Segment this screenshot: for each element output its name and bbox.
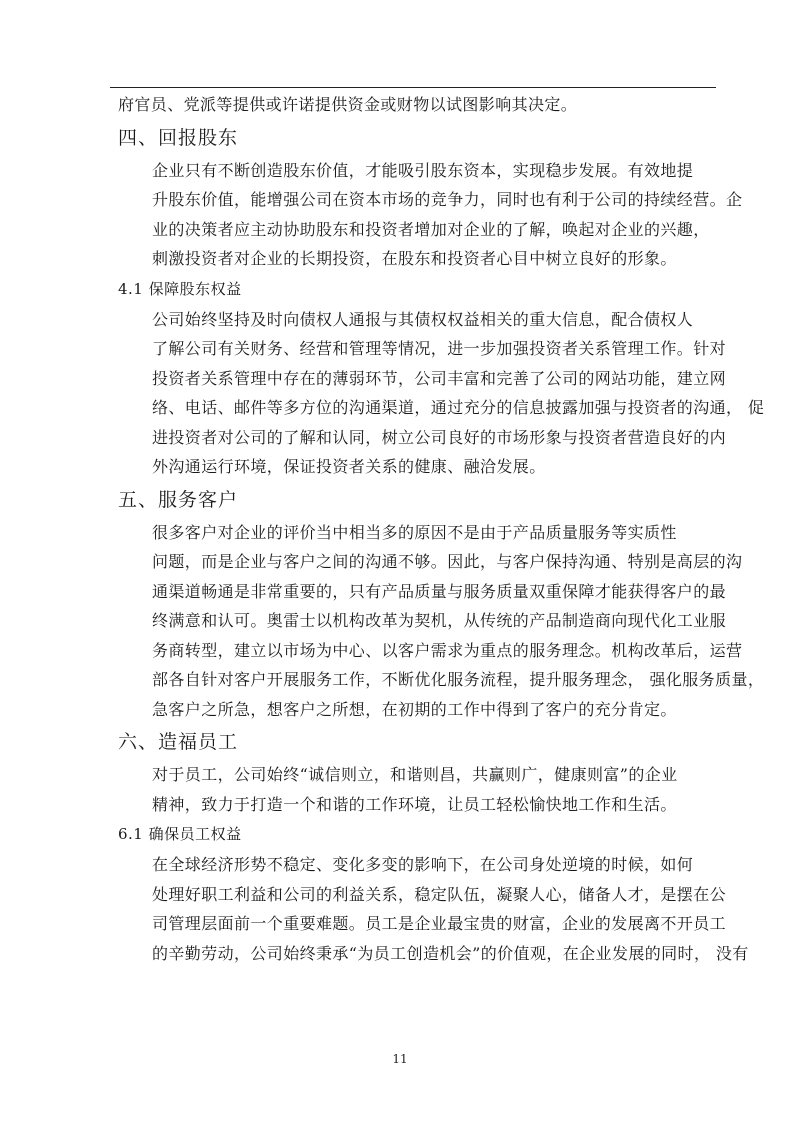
section-heading: 五、服务客户 [118, 488, 239, 511]
paragraph [118, 90, 688, 120]
text-line: 投资者关系管理中存在的薄弱环节，公司丰富和完善了公司的网站功能，建立网 [152, 368, 727, 388]
paragraph [118, 760, 688, 819]
text-line: 务商转型，建立以市场为中心、以客户需求为重点的服务理念。机构改革后，运营 [152, 640, 743, 660]
text-line: 进投资者对公司的了解和认同，树立公司良好的市场形象与投资者营造良好的内 [152, 427, 727, 447]
text-line: 处理好职工利益和公司的利益关系，稳定队伍，凝聚人心，储备人才，是摆在公 [152, 884, 727, 904]
paragraph [118, 850, 749, 968]
section-heading: 六、造福员工 [118, 731, 239, 753]
header-rule [110, 87, 716, 88]
paragraph [118, 518, 765, 725]
text-line: 刺激投资者对企业的长期投资，在股东和投资者心目中树立良好的形象。 [152, 249, 677, 268]
text-line: 很多客户对企业的评价当中相当多的原因不是由于产品质量服务等实质性 [152, 522, 677, 542]
text-line: 的辛勤劳动，公司始终秉承“为员工创造机会”的价值观，在企业发展的同时， 没有 [152, 943, 749, 963]
text-line: 通渠道畅通是非常重要的，只有产品质量与服务质量双重保障才能获得客户的最 [152, 581, 727, 601]
text-line: 急客户之所急，想客户之所想，在初期的工作中得到了客户的充分肯定。 [152, 699, 677, 719]
paragraph [118, 156, 743, 274]
text-line: 络、电话、邮件等多方位的沟通渠道，通过充分的信息披露加强与投资者的沟通， 促 [152, 398, 765, 417]
text-line: 对于员工，公司始终“诚信则立，和谐则昌，共赢则广，健康则富”的企业 [152, 765, 678, 784]
text-line: 司管理层面前一个重要难题。员工是企业最宝贵的财富，企业的发展离不开员工 [152, 914, 727, 933]
text-line: 问题，而是企业与客户之间的沟通不够。因此，与客户保持沟通、特别是高层的沟 [152, 552, 743, 571]
text-line: 部各自针对客户开展服务工作，不断优化服务流程，提升服务理念， 强化服务质量， [152, 670, 765, 689]
text-line: 精神，致力于打造一个和谐的工作环境，让员工轻松愉快地工作和生活。 [152, 794, 677, 814]
text-line: 公司始终坚持及时向债权人通报与其债权权益相关的重大信息，配合债权人 [152, 309, 694, 329]
page-number: 1‍1 [392, 1052, 408, 1066]
text-line: 了解公司有关财务、经营和管理等情况，进一步加强投资者关系管理工作。针对 [152, 339, 727, 358]
text-line: 升股东价值，能增强公司在资本市场的竞争力，同时也有利于公司的持续经营。企 [152, 190, 743, 209]
text-line: 在全球经济形势不稳定、变化多变的影响下，在公司身处逆境的时候，如何 [152, 855, 694, 874]
text-line: 府官员、党派等提供或许诺提供资金或财物以试图影响其决定。 [118, 95, 578, 114]
paragraph [118, 305, 765, 482]
text-line: 终满意和认可。奥雷士以机构改革为契机，从传统的产品制造商向现代化工业服 [152, 611, 727, 630]
subsection-heading: 6.1 确保员工权益 [118, 825, 242, 843]
text-line: 企业只有不断创造股东价值，才能吸引股东资本，实现稳步发展。有效地提 [152, 160, 694, 180]
text-line: 外沟通运行环境，保证投资者关系的健康、融洽发展。 [152, 457, 546, 476]
subsection-heading: 4.1 保障股东权益 [118, 279, 242, 298]
section-heading: 四、回报股东 [118, 126, 239, 149]
text-line: 业的决策者应主动协助股东和投资者增加对企业的了解，唤起对企业的兴趣， [152, 219, 710, 239]
document-body [118, 90, 765, 968]
